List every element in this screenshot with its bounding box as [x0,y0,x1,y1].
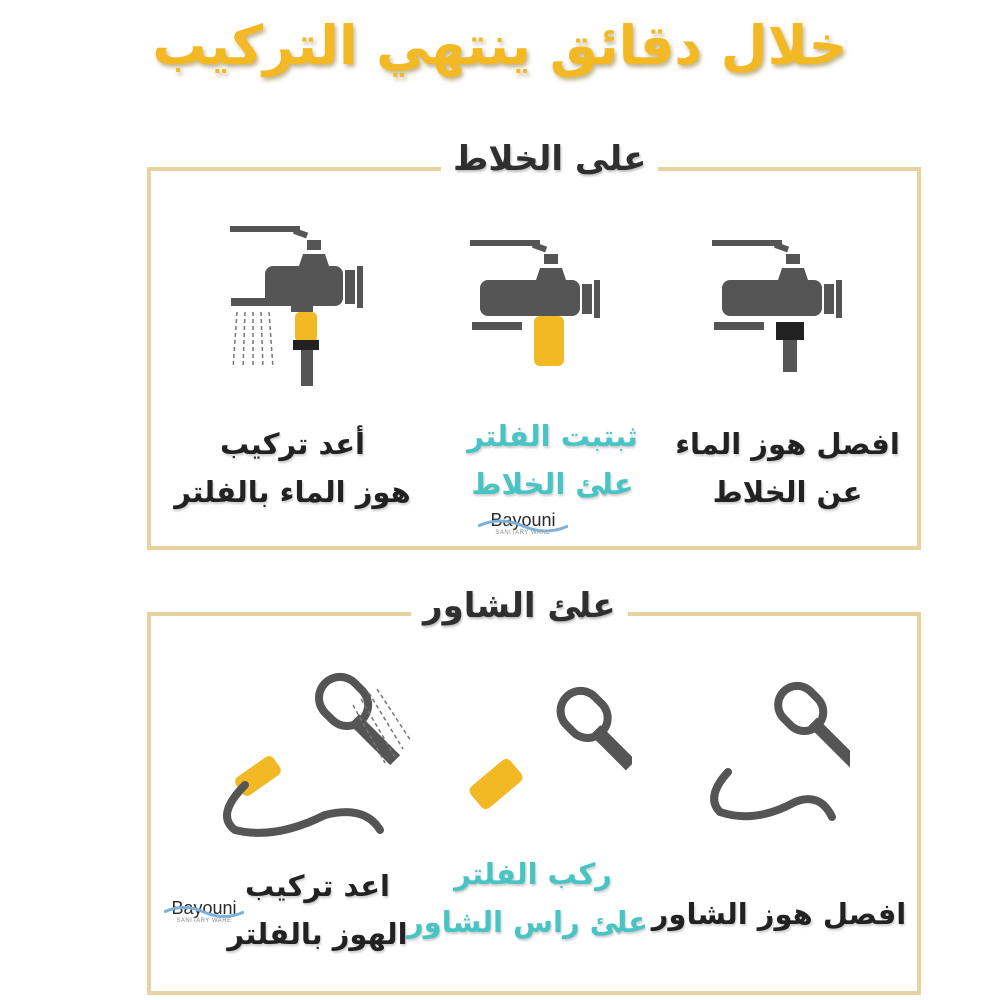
faucet-step-detach-label: افصل هوز الماء عن الخلاط [675,427,900,509]
faucet-with-filter-icon [225,218,375,388]
shower-detach-hose-icon [700,672,850,832]
shower-filter-attach-icon [462,678,632,828]
brand-logo-2: Bayouni SANITARY WARE [164,898,244,924]
shower-with-filter-icon [215,665,415,840]
wave-icon [164,902,244,920]
page-title: خلال دقائق ينتهي التركيب [152,14,848,77]
wave-icon [478,514,568,534]
faucet-step-attach-label: ثبتبت الفلتر علئ الخلاط [467,419,638,501]
brand-logo: Bayouni SANITARY WARE [478,510,568,536]
shower-step-reinstall-label: اعد تركيب الهوز بالفلتر [227,869,408,951]
shower-step-detach-label: افصل هوز الشاور [651,897,907,931]
shower-step-attach-label: ركب الفلتر علئ راس الشاور [406,857,648,939]
faucet-filter-attach-icon [468,238,618,368]
faucet-detach-hose-icon [710,238,860,373]
faucet-panel-heading: على الخلاط [441,139,658,179]
shower-panel-heading: علئ الشاور [411,586,628,626]
faucet-step-reinstall-label: أعد تركيب هوز الماء بالفلتر [174,427,411,509]
